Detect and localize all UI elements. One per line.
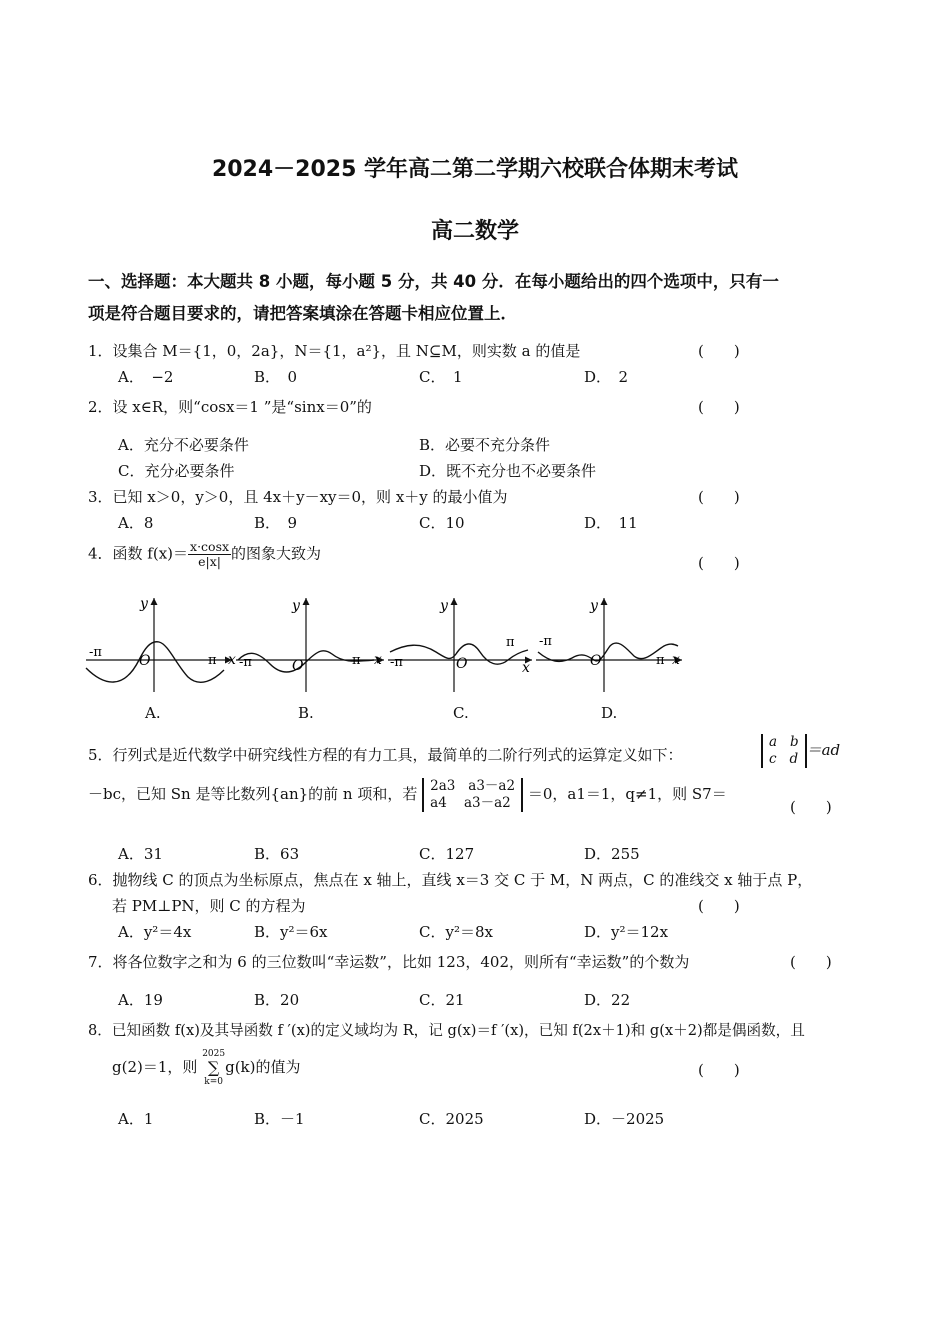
q8-summation — [202, 1048, 225, 1088]
question-3-answer-blank: ( ) — [698, 488, 740, 506]
graph-c-neg-pi: -π — [390, 655, 403, 670]
q5-determinant-2 — [422, 778, 523, 812]
section-instruction-line2: 项是符合题目要求的，请把答案填涂在答题卡相应位置上． — [88, 304, 517, 323]
q4-option-d: D. — [601, 704, 618, 722]
graph-d-x-label: x — [672, 652, 680, 668]
q8-sum-upper: 2025 — [202, 1049, 226, 1059]
graph-b-y-label: y — [292, 598, 300, 614]
det1-c: c — [769, 751, 777, 767]
question-4-text — [88, 540, 321, 569]
q8-option-c: C．2025 — [419, 1110, 484, 1128]
q3-option-a: A．8 — [118, 514, 154, 532]
q7-option-b: B．20 — [254, 991, 300, 1009]
det1-a: a — [769, 734, 778, 750]
q1-option-b: B． 0 — [254, 368, 298, 386]
q2-option-b: B．必要不充分条件 — [419, 436, 551, 454]
q4-option-b: B. — [298, 704, 314, 722]
q5-line2-pre: －bc，已知 Sn 是等比数列{an}的前 n 项和，若 — [88, 785, 418, 803]
q1-option-d: D． 2 — [584, 368, 629, 386]
graph-b-neg-pi: -π — [239, 655, 252, 670]
q5-option-c: C．127 — [419, 845, 475, 863]
question-5-line1: 5．行列式是近代数学中研究线性方程的有力工具，最简单的二阶行列式的运算定义如下： — [88, 746, 683, 764]
det2-r1c1: 2a3 — [430, 778, 456, 794]
q8-option-d: D．－2025 — [584, 1110, 665, 1128]
q8-option-b: B．－1 — [254, 1110, 305, 1128]
q4-graphs — [84, 592, 694, 698]
section-instruction-line1: 一、选择题：本大题共 8 小题，每小题 5 分，共 40 分．在每小题给出的四个选项中，只有一 — [88, 272, 779, 291]
graph-c-origin: O — [456, 656, 468, 672]
q2-option-c: C．充分必要条件 — [118, 462, 235, 480]
q6-option-a: A．y²＝4x — [118, 923, 192, 941]
q5-option-b: B．63 — [254, 845, 300, 863]
graph-b-origin: O — [292, 658, 304, 674]
det1-d: d — [789, 751, 799, 767]
question-7-answer-blank: ( ) — [790, 953, 832, 971]
q3-option-b: B． 9 — [254, 514, 298, 532]
graph-d — [536, 598, 682, 692]
graph-d-y-label: y — [590, 598, 598, 614]
question-3-text: 3．已知 x＞0，y＞0，且 4x＋y－xy＝0，则 x＋y 的最小值为 — [88, 488, 508, 506]
q5-determinant-1 — [761, 734, 807, 768]
q8-option-a: A．1 — [118, 1110, 154, 1128]
question-2-answer-blank: ( ) — [698, 398, 740, 416]
q2-option-a: A．充分不必要条件 — [118, 436, 249, 454]
q6-option-d: D．y²＝12x — [584, 923, 669, 941]
graph-a-origin: O — [139, 653, 151, 669]
q1-option-a: A． −2 — [118, 368, 174, 386]
q7-option-c: C．21 — [419, 991, 465, 1009]
graph-b-pi: π — [352, 653, 361, 668]
question-2-text: 2．设 x∈R，则“cosx＝1 ”是“sinx＝0”的 — [88, 398, 372, 416]
q4-text-pre: 4．函数 f(x)＝ — [88, 544, 189, 563]
q3-option-c: C．10 — [419, 514, 465, 532]
q5-line2-post: ＝0，a1＝1，q≠1，则 S7＝ — [527, 785, 727, 803]
graph-c-y-label: y — [440, 598, 448, 614]
graph-c-pi: π — [506, 635, 515, 650]
det2-r2c2: a3－a2 — [463, 795, 511, 811]
q3-option-d: D． 11 — [584, 514, 638, 532]
q8-sum-symbol: ∑ — [207, 1058, 220, 1077]
exam-title: 2024－2025 学年高二第二学期六校联合体期末考试 — [211, 157, 739, 182]
graph-a — [86, 596, 236, 692]
question-8-line2 — [112, 1048, 301, 1088]
question-6-answer-blank: ( ) — [698, 897, 740, 915]
question-6-line1: 6．抛物线 C 的顶点为坐标原点，焦点在 x 轴上，直线 x＝3 交 C 于 M，N 两点，C 的准线交 x 轴于点 P， — [88, 871, 813, 889]
graph-d-origin: O — [590, 653, 602, 669]
graph-c — [388, 598, 532, 692]
q6-option-b: B．y²＝6x — [254, 923, 328, 941]
det2-r2c1: a4 — [430, 795, 447, 811]
q5-option-a: A．31 — [118, 845, 163, 863]
det1-b: b — [789, 734, 799, 750]
q4-text-post: 的图象大致为 — [231, 544, 322, 563]
q4-option-c: C. — [453, 704, 469, 722]
graph-d-neg-pi: -π — [539, 634, 552, 649]
question-8-line1: 8．已知函数 f(x)及其导函数 f ′(x)的定义域均为 R，记 g(x)＝f ′(x)，已知 f(2x＋1)和 g(x＋2)都是偶函数，且 — [88, 1022, 805, 1039]
graph-b-x-label: x — [374, 652, 382, 668]
graph-a-neg-pi: -π — [89, 645, 102, 660]
q4-option-a: A. — [145, 704, 161, 722]
question-5-answer-blank: ( ) — [790, 798, 832, 816]
q5-determinant-definition — [761, 734, 840, 768]
graph-b — [236, 598, 384, 692]
q8-line2-pre: g(2)＝1，则 — [112, 1058, 198, 1076]
graph-a-y-label: y — [140, 596, 148, 612]
graph-c-x-label: x — [522, 660, 530, 676]
q1-option-c: C． 1 — [419, 368, 463, 386]
question-5-line2 — [88, 778, 727, 812]
q4-fraction-denominator: e|x| — [198, 554, 221, 569]
question-4-answer-blank: ( ) — [698, 554, 740, 572]
q2-option-d: D．既不充分也不必要条件 — [419, 462, 597, 480]
q6-option-c: C．y²＝8x — [419, 923, 493, 941]
q4-fraction — [188, 540, 231, 569]
graph-a-x-label: x — [228, 652, 236, 668]
question-1-answer-blank: ( ) — [698, 342, 740, 360]
question-7-text: 7．将各位数字之和为 6 的三位数叫“幸运数”，比如 123，402，则所有“幸运数”的个数为 — [88, 953, 690, 971]
graph-a-pi: π — [208, 653, 217, 668]
subject-title: 高二数学 — [430, 219, 519, 244]
q5-eq1: ＝ad — [806, 741, 841, 759]
graph-d-pi: π — [656, 653, 665, 668]
question-8-answer-blank: ( ) — [698, 1061, 740, 1079]
q7-option-d: D．22 — [584, 991, 631, 1009]
question-1-text: 1．设集合 M＝{1，0，2a}，N＝{1，a²}，且 N⊆M，则实数 a 的值是 — [88, 342, 581, 360]
q4-fraction-numerator: x·cosx — [190, 539, 230, 554]
det2-r1c2: a3－a2 — [468, 778, 516, 794]
q8-line2-post: g(k)的值为 — [225, 1058, 301, 1076]
question-6-line2: 若 PM⊥PN，则 C 的方程为 — [112, 897, 306, 915]
q7-option-a: A．19 — [118, 991, 163, 1009]
q8-sum-lower: k=0 — [204, 1077, 223, 1087]
q5-option-d: D．255 — [584, 845, 640, 863]
